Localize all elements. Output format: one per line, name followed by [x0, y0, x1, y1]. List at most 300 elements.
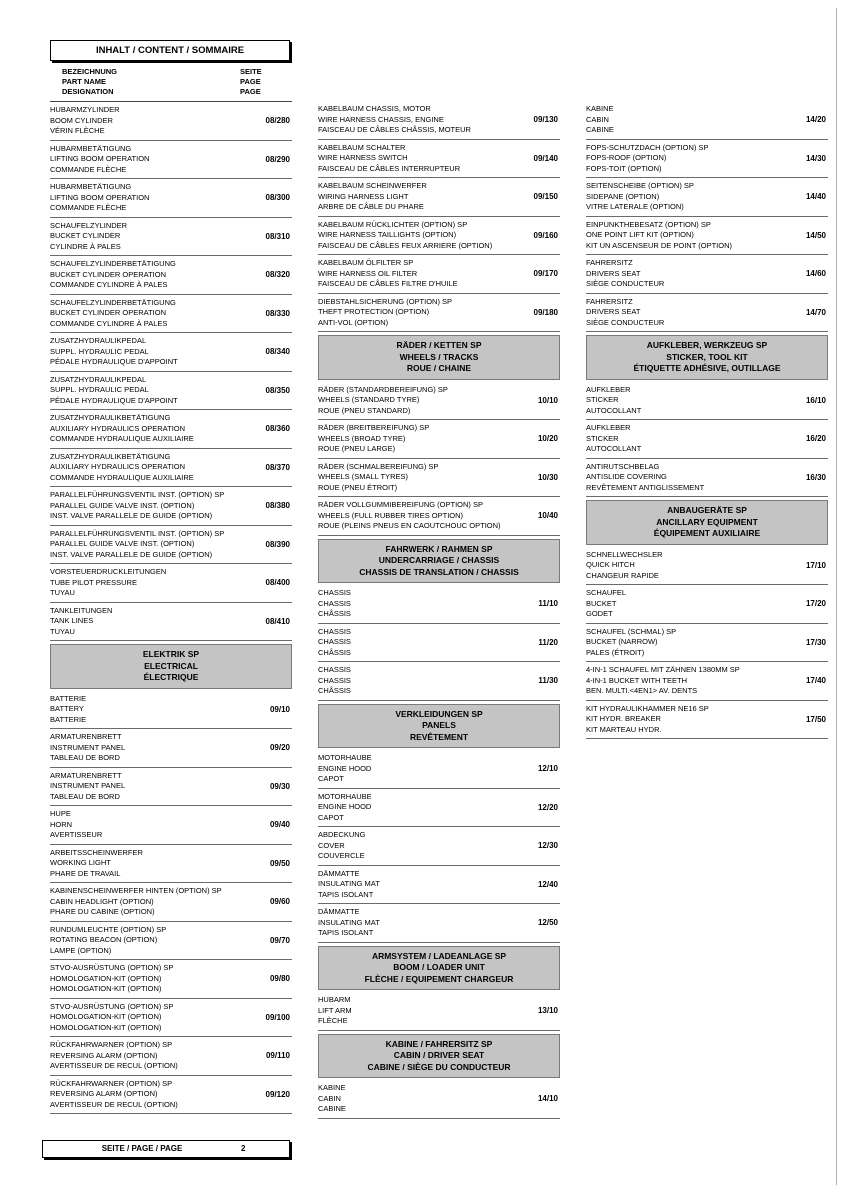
entry-page-ref: 08/350 — [265, 385, 290, 395]
table-header-line: PART NAME — [62, 77, 107, 86]
section-header — [50, 644, 292, 689]
entry-name-line: ROUE (PLEINS PNEUS EN CAOUTCHOUC OPTION) — [318, 521, 501, 530]
entry-name-lines — [318, 995, 538, 1027]
entry-name-line: PÉDALE HYDRAULIQUE D'APPOINT — [50, 395, 178, 405]
entry-page-ref: 08/390 — [265, 539, 290, 549]
entry-name-line: KABELBAUM SCHALTER — [318, 142, 406, 152]
footer-label: SEITE / PAGE / PAGE — [101, 1144, 183, 1153]
entry-name-line: PHARE DU CABINE (OPTION) — [50, 907, 155, 916]
entry-page-ref: 08/310 — [265, 231, 290, 241]
entry-name-line: ENGINE HOOD — [318, 763, 372, 773]
entry-name-line: SCHAUFEL — [586, 588, 627, 597]
toc-entry — [318, 497, 560, 536]
entry-name-line: CHASSIS — [318, 598, 351, 608]
entry-name-line: VITRE LATERALE (OPTION) — [586, 202, 684, 211]
entry-name-line: THEFT PROTECTION (OPTION) — [318, 307, 430, 316]
entry-name-line: COMMANDE HYDRAULIQUE AUXILIAIRE — [50, 434, 194, 443]
toc-entry — [586, 140, 828, 179]
entry-page-ref: 09/110 — [265, 1051, 290, 1061]
entry-name-line: KABELBAUM CHASSIS, MOTOR — [318, 104, 431, 113]
toc-entry — [50, 999, 292, 1038]
entry-name-line: WIRING HARNESS LIGHT — [318, 191, 409, 201]
entry-name-line: WHEELS (STANDARD TYRE) — [318, 395, 420, 404]
toc-entry — [586, 382, 828, 421]
entry-name-line: REVERSING ALARM (OPTION) — [50, 1050, 158, 1060]
entry-name-line: CHÂSSIS — [318, 647, 351, 657]
entry-name-line: REVERSING ALARM (OPTION) — [50, 1089, 158, 1098]
entry-page-ref: 09/80 — [269, 974, 290, 984]
entry-name-line: AUXILIARY HYDRAULICS OPERATION — [50, 462, 186, 471]
entry-name-line: ARBEITSSCHEINWERFER — [50, 847, 143, 857]
entry-name-lines — [318, 1083, 538, 1115]
entry-name-line: ROUE (PNEU STANDARD) — [318, 405, 411, 415]
entry-name-line: 4-IN-1 SCHAUFEL MIT ZÄHNEN 1380MM SP — [586, 665, 740, 674]
toc-entry — [318, 624, 560, 663]
entry-name-lines — [50, 694, 270, 726]
toc-entry — [586, 459, 828, 498]
scan-edge-line — [836, 8, 837, 1185]
entry-name-line: CABIN HEADLIGHT (OPTION) — [50, 896, 154, 906]
toc-entry — [318, 101, 560, 140]
entry-name-line: ZUSATZHYDRAULIKBETÄTIGUNG — [50, 413, 171, 422]
entry-name-line: CHASSIS — [318, 665, 351, 674]
entries-column-1 — [50, 102, 292, 1114]
entry-name-line: INSULATING MAT — [318, 879, 380, 888]
toc-entry — [586, 547, 828, 586]
toc-entry — [318, 1080, 560, 1119]
entry-name-lines — [586, 550, 806, 582]
entry-name-line: CABIN — [586, 114, 609, 124]
entry-name-line: SCHAUFELZYLINDERBETÄTIGUNG — [50, 259, 176, 268]
section-header-line: ROUE / CHAINE — [406, 363, 472, 373]
entry-name-line: ARMATURENBRETT — [50, 770, 122, 780]
section-header-line: FAHRWERK / RAHMEN SP — [385, 543, 493, 554]
entry-name-line: SIDEPANE (OPTION) — [586, 191, 660, 201]
entry-page-ref: 16/10 — [805, 395, 826, 405]
section-header-line: BOOM / LOADER UNIT — [393, 962, 485, 972]
entry-page-ref: 08/400 — [265, 578, 290, 588]
toc-entry — [586, 662, 828, 701]
toc-entry — [318, 294, 560, 333]
entry-name-line: CHASSIS — [318, 637, 351, 646]
entry-name-line: DRIVERS SEAT — [586, 307, 641, 316]
section-header-line: STICKER, TOOL KIT — [666, 351, 748, 362]
entry-name-line: STICKER — [586, 395, 619, 404]
entry-page-ref: 09/120 — [265, 1089, 290, 1099]
entry-name-lines — [318, 869, 538, 901]
entry-name-lines — [586, 665, 806, 697]
toc-entry — [50, 410, 292, 449]
entry-page-ref: 14/30 — [805, 153, 826, 163]
entry-name-line: AUTOCOLLANT — [586, 405, 642, 415]
entry-page-ref: 09/130 — [533, 115, 558, 125]
toc-entry — [318, 585, 560, 624]
entry-name-line: ZUSATZHYDRAULIKPEDAL — [50, 336, 147, 345]
entry-page-ref: 09/60 — [269, 897, 290, 907]
entry-name-line: STVO-AUSRÜSTUNG (OPTION) SP — [50, 963, 174, 972]
entry-page-ref: 11/20 — [538, 637, 558, 647]
entry-name-lines — [50, 1079, 266, 1111]
entry-name-line: BUCKET CYLINDER — [50, 231, 121, 240]
entry-page-ref: 12/50 — [537, 918, 558, 928]
entry-name-line: STVO-AUSRÜSTUNG (OPTION) SP — [50, 1001, 174, 1011]
toc-entry — [50, 729, 292, 768]
toc-entry — [50, 960, 292, 999]
entry-name-line: KABELBAUM RÜCKLICHTER (OPTION) SP — [318, 219, 468, 229]
entry-page-ref: 13/10 — [537, 1006, 558, 1016]
toc-entry — [50, 372, 292, 411]
toc-entry — [50, 691, 292, 730]
entry-name-line: ROUE (PNEU ÉTROIT) — [318, 482, 398, 492]
entry-name-line: ZUSATZHYDRAULIKPEDAL — [50, 374, 147, 384]
entry-page-ref: 08/380 — [265, 501, 290, 511]
entry-name-line: ANTI-VOL (OPTION) — [318, 317, 389, 327]
entry-name-line: BUCKET — [586, 598, 617, 608]
entry-name-line: INST. VALVE PARALLELE DE GUIDE (OPTION) — [50, 549, 213, 559]
section-header-line: AUFKLEBER, WERKZEUG SP — [646, 340, 768, 350]
entry-name-lines — [50, 732, 270, 764]
entry-page-ref: 17/40 — [805, 676, 826, 686]
entry-name-line: WIRE HARNESS OIL FILTER — [318, 268, 418, 278]
entry-name-lines — [50, 298, 266, 330]
entry-page-ref: 08/410 — [265, 616, 290, 626]
entry-name-line: KABINE — [318, 1083, 346, 1092]
entry-name-line: BEN. MULTI.<4EN1> AV. DENTS — [586, 686, 698, 695]
section-header — [318, 1034, 560, 1079]
entry-name-line: CYLINDRE À PALES — [50, 241, 121, 251]
entry-name-line: AVERTISSEUR DE RECUL (OPTION) — [50, 1061, 178, 1070]
entry-name-lines — [318, 753, 538, 785]
entry-name-lines — [586, 181, 806, 213]
entry-name-line: CAPOT — [318, 774, 344, 783]
entry-name-lines — [50, 567, 266, 599]
entry-name-line: KABELBAUM ÖLFILTER SP — [318, 258, 414, 267]
entry-page-ref: 09/140 — [533, 153, 558, 163]
entry-name-line: BUCKET CYLINDER OPERATION — [50, 308, 166, 317]
entry-name-line: RÜCKFAHRWARNER (OPTION) SP — [50, 1078, 173, 1088]
entry-name-line: ABDECKUNG — [318, 830, 366, 839]
entry-name-lines — [318, 500, 538, 532]
entry-name-lines — [50, 221, 266, 253]
entry-name-line: COMMANDE CYLINDRE À PALES — [50, 318, 168, 328]
entry-name-line: WHEELS (SMALL TYRES) — [318, 472, 409, 481]
entry-name-line: COMMANDE CYLINDRE À PALES — [50, 280, 168, 289]
entry-name-lines — [318, 143, 534, 175]
entry-name-line: FAHRERSITZ — [586, 296, 633, 306]
entry-page-ref: 14/20 — [805, 115, 826, 125]
entry-name-line: COMMANDE HYDRAULIQUE AUXILIAIRE — [50, 472, 194, 482]
entry-name-line: TAPIS ISOLANT — [318, 928, 374, 937]
entry-page-ref: 10/10 — [537, 395, 558, 405]
entry-name-line: INSTRUMENT PANEL — [50, 781, 126, 790]
entry-name-lines — [318, 220, 534, 252]
entry-name-line: AUTOCOLLANT — [586, 444, 642, 453]
toc-entry — [586, 701, 828, 740]
entry-name-line: HUBARMBETÄTIGUNG — [50, 182, 132, 191]
entry-page-ref: 09/10 — [269, 704, 290, 714]
table-header-line: PAGE — [240, 77, 261, 86]
entry-name-line: HOMOLOGATION-KIT (OPTION) — [50, 1012, 162, 1021]
toc-entry — [50, 806, 292, 845]
entry-name-line: ZUSATZHYDRAULIKBETÄTIGUNG — [50, 451, 171, 461]
entry-name-line: ENGINE HOOD — [318, 802, 372, 811]
toc-entry — [318, 789, 560, 828]
entry-name-line: COMMANDE FLÈCHE — [50, 164, 127, 174]
entry-name-lines — [50, 259, 266, 291]
toc-entry — [318, 382, 560, 421]
entry-name-lines — [318, 665, 538, 697]
toc-entry — [318, 178, 560, 217]
entry-name-line: BATTERY — [50, 704, 84, 713]
entry-page-ref: 12/30 — [537, 841, 558, 851]
entry-name-line: ANTIRUTSCHBELAG — [586, 461, 660, 471]
entry-name-lines — [318, 792, 538, 824]
entry-name-lines — [586, 423, 806, 455]
entry-page-ref: 12/20 — [537, 802, 558, 812]
entry-name-line: MOTORHAUBE — [318, 753, 372, 762]
entry-name-line: HUBARMZYLINDER — [50, 105, 120, 114]
entry-name-line: KIT HYDRAULIKHAMMER NE16 SP — [586, 703, 709, 713]
entry-name-lines — [318, 830, 538, 862]
entry-name-line: FAISCEAU DE CÂBLES FILTRE D'HUILE — [318, 279, 458, 288]
section-header-line: ELEKTRIK SP — [142, 649, 200, 659]
entry-name-line: RÜCKFAHRWARNER (OPTION) SP — [50, 1040, 173, 1049]
entry-name-lines — [586, 385, 806, 417]
entry-name-line: SIÈGE CONDUCTEUR — [586, 279, 665, 288]
entries-column-3 — [586, 101, 828, 739]
entry-name-line: GODET — [586, 609, 613, 618]
table-header-line: DESIGNATION — [62, 87, 114, 96]
section-header-line: ÉLECTRIQUE — [143, 672, 199, 682]
toc-column-2 — [318, 101, 560, 1119]
entry-name-line: PARALLELFÜHRUNGSVENTIL INST. (OPTION) SP — [50, 490, 225, 499]
entry-name-line: STICKER — [586, 433, 619, 443]
entry-name-line: SUPPL. HYDRAULIC PEDAL — [50, 346, 149, 356]
entry-name-line: TAPIS ISOLANT — [318, 889, 374, 899]
entry-name-line: BUCKET CYLINDER OPERATION — [50, 269, 166, 279]
entry-name-line: SUPPL. HYDRAULIC PEDAL — [50, 385, 149, 394]
entry-name-lines — [50, 490, 266, 522]
entry-page-ref: 17/30 — [805, 637, 826, 647]
entry-page-ref: 14/60 — [805, 269, 826, 279]
entry-page-ref: 09/50 — [269, 858, 290, 868]
entry-name-lines — [586, 627, 806, 659]
entry-page-ref: 10/40 — [537, 511, 558, 521]
toc-entry — [50, 449, 292, 488]
entry-name-line: SCHAUFELZYLINDER — [50, 220, 128, 230]
entry-name-line: HOMOLOGATION-KIT (OPTION) — [50, 984, 162, 993]
entry-name-line: AVERTISSEUR — [50, 830, 103, 839]
entry-name-line: FLÈCHE — [318, 1016, 348, 1025]
toc-entry — [586, 101, 828, 140]
entry-name-line: KIT UN ASCENSEUR DE POINT (OPTION) — [586, 240, 732, 250]
section-header — [318, 704, 560, 749]
toc-entry — [50, 883, 292, 922]
entry-name-line: WIRE HARNESS CHASSIS, ENGINE — [318, 114, 444, 124]
entry-name-lines — [318, 588, 538, 620]
section-header-line: ARMSYSTEM / LADEANLAGE SP — [371, 950, 507, 961]
entry-name-lines — [50, 848, 270, 880]
toc-entry — [318, 217, 560, 256]
entry-name-lines — [318, 104, 534, 136]
entry-name-lines — [50, 771, 270, 803]
entry-name-lines — [586, 297, 806, 329]
entry-name-line: HORN — [50, 819, 73, 829]
toc-entry — [586, 585, 828, 624]
table-header-line: BEZEICHNUNG — [62, 67, 118, 76]
entry-name-line: TUBE PILOT PRESSURE — [50, 577, 137, 587]
entry-name-line: SCHAUFEL (SCHMAL) SP — [586, 626, 677, 636]
entry-name-line: KABINENSCHEINWERFER HINTEN (OPTION) SP — [50, 886, 222, 895]
entry-name-line: CAPOT — [318, 812, 344, 822]
entry-name-line: VORSTEUERDRUCKLEITUNGEN — [50, 567, 167, 576]
entry-name-lines — [50, 105, 266, 137]
entry-name-lines — [50, 606, 266, 638]
page-footer — [42, 1140, 290, 1158]
entry-name-line: BUCKET (NARROW) — [586, 637, 658, 646]
entry-name-lines — [586, 220, 806, 252]
toc-entry — [50, 141, 292, 180]
entry-name-line: FAISCEAU DE CÂBLES CHÂSSIS, MOTEUR — [318, 125, 471, 134]
toc-entry — [586, 178, 828, 217]
entry-name-lines — [50, 963, 270, 995]
entry-name-line: HOMOLOGATION-KIT (OPTION) — [50, 973, 162, 983]
entry-page-ref: 17/50 — [805, 714, 826, 724]
entry-name-line: ANTISLIDE COVERING — [586, 472, 667, 481]
entry-page-ref: 09/180 — [533, 307, 558, 317]
toc-entry — [50, 845, 292, 884]
entry-page-ref: 08/330 — [265, 308, 290, 318]
entry-name-line: CHASSIS — [318, 588, 351, 597]
toc-entry — [318, 459, 560, 498]
table-header-designation — [62, 67, 117, 97]
entry-name-line: VÉRIN FLÈCHE — [50, 126, 105, 135]
toc-entry — [318, 866, 560, 905]
entry-name-lines — [50, 886, 270, 918]
entry-page-ref: 17/10 — [805, 560, 826, 570]
entry-name-line: INST. VALVE PARALLELE DE GUIDE (OPTION) — [50, 511, 213, 520]
toc-column-1 — [50, 40, 292, 1114]
entry-name-line: FOPS-TOIT (OPTION) — [586, 163, 662, 173]
section-header — [318, 946, 560, 991]
entry-page-ref: 14/70 — [805, 307, 826, 317]
entry-name-lines — [318, 627, 538, 659]
section-header-line: ÉQUIPEMENT AUXILIAIRE — [653, 528, 761, 538]
entry-name-line: CABIN — [318, 1093, 341, 1103]
entry-name-line: AUXILIARY HYDRAULICS OPERATION — [50, 423, 186, 433]
entry-name-line: TABLEAU DE BORD — [50, 753, 120, 762]
section-header-line: ANCILLARY EQUIPMENT — [656, 516, 758, 527]
entry-name-line: DIEBSTAHLSICHERUNG (OPTION) SP — [318, 296, 453, 306]
entry-name-line: HUBARM — [318, 995, 351, 1004]
entry-name-line: LAMPE (OPTION) — [50, 945, 112, 955]
entry-page-ref: 09/160 — [533, 230, 558, 240]
entry-page-ref: 14/50 — [805, 230, 826, 240]
section-header-line: KABINE / FAHRERSITZ SP — [385, 1038, 493, 1049]
entry-name-line: HUBARMBETÄTIGUNG — [50, 143, 132, 153]
entry-name-lines — [50, 144, 266, 176]
toc-column-3 — [586, 101, 828, 739]
entry-name-line: RÄDER (STANDARDBEREIFUNG) SP — [318, 384, 448, 394]
entry-name-line: TABLEAU DE BORD — [50, 791, 120, 801]
entry-name-lines — [318, 297, 534, 329]
entry-name-line: BOOM CYLINDER — [50, 115, 113, 125]
entry-name-line: ARBRE DE CÂBLE DU PHARE — [318, 202, 424, 211]
toc-entry — [50, 256, 292, 295]
entry-name-line: COUVERCLE — [318, 851, 365, 860]
toc-entry — [50, 526, 292, 565]
entry-name-line: RÄDER VOLLGUMMIBEREIFUNG (OPTION) SP — [318, 500, 484, 509]
entry-name-lines — [586, 588, 806, 620]
entry-name-line: CABINE — [318, 1104, 346, 1113]
toc-entry — [50, 603, 292, 642]
entry-page-ref: 08/320 — [265, 270, 290, 280]
entry-page-ref: 14/10 — [537, 1094, 558, 1104]
entry-name-line: TUYAU — [50, 588, 75, 597]
entry-page-ref: 08/300 — [265, 193, 290, 203]
entry-name-line: INSULATING MAT — [318, 917, 380, 927]
entry-name-lines — [586, 258, 806, 290]
toc-entry — [318, 662, 560, 701]
section-header-line: PANELS — [422, 720, 456, 730]
entry-name-lines — [318, 181, 534, 213]
entry-name-line: CHASSIS — [318, 626, 351, 636]
entry-name-lines — [50, 529, 266, 561]
toc-entry — [50, 218, 292, 257]
section-header — [586, 500, 828, 545]
entry-page-ref: 09/20 — [269, 743, 290, 753]
entry-page-ref: 10/30 — [537, 472, 558, 482]
entry-name-line: WHEELS (BROAD TYRE) — [318, 433, 406, 443]
entry-page-ref: 14/40 — [805, 192, 826, 202]
entry-name-lines — [586, 704, 806, 736]
content-title: INHALT / CONTENT / SOMMAIRE — [50, 40, 290, 61]
entry-name-line: COVER — [318, 840, 345, 850]
entry-name-line: FAISCEAU DE CÂBLES FEUX ARRIERE (OPTION) — [318, 240, 493, 250]
entry-name-line: WHEELS (FULL RUBBER TIRES OPTION) — [318, 510, 464, 520]
entry-name-line: DÄMMATTE — [318, 907, 360, 916]
toc-entry — [50, 179, 292, 218]
entry-name-line: LIFTING BOOM OPERATION — [50, 154, 150, 163]
entry-name-line: DÄMMATTE — [318, 868, 360, 878]
section-header-line: ANBAUGERÄTE SP — [667, 505, 747, 515]
entry-name-line: RÄDER (BREITBEREIFUNG) SP — [318, 423, 430, 432]
toc-entry — [586, 294, 828, 333]
entry-name-line: PARALLEL GUIDE VALVE INST. (OPTION) — [50, 500, 195, 510]
entry-name-lines — [50, 809, 270, 841]
entry-name-lines — [318, 423, 538, 455]
section-header-line: VERKLEIDUNGEN SP — [395, 708, 483, 719]
section-header-line: ÉTIQUETTE ADHÉSIVE, OUTILLAGE — [633, 363, 781, 373]
entry-name-line: BATTERIE — [50, 714, 87, 724]
toc-entry — [586, 624, 828, 663]
section-header-line: CABINE / SIÈGE DU CONDUCTEUR — [367, 1061, 511, 1072]
entry-name-line: AUFKLEBER — [586, 384, 631, 394]
entry-page-ref: 12/40 — [537, 879, 558, 889]
toc-entry — [50, 768, 292, 807]
toc-entry — [50, 333, 292, 372]
toc-entry — [50, 564, 292, 603]
entry-name-lines — [318, 385, 538, 417]
entry-name-line: PALES (ÉTROIT) — [586, 647, 645, 657]
entry-page-ref: 09/30 — [269, 781, 290, 791]
entry-name-line: AVERTISSEUR DE RECUL (OPTION) — [50, 1099, 178, 1109]
entry-name-line: ARMATURENBRETT — [50, 732, 122, 741]
entry-name-line: EINPUNKTHEBESATZ (OPTION) SP — [586, 219, 711, 229]
entry-name-line: FAHRERSITZ — [586, 258, 633, 267]
entry-page-ref: 08/340 — [265, 347, 290, 357]
entry-name-line: TANKLEITUNGEN — [50, 605, 113, 615]
